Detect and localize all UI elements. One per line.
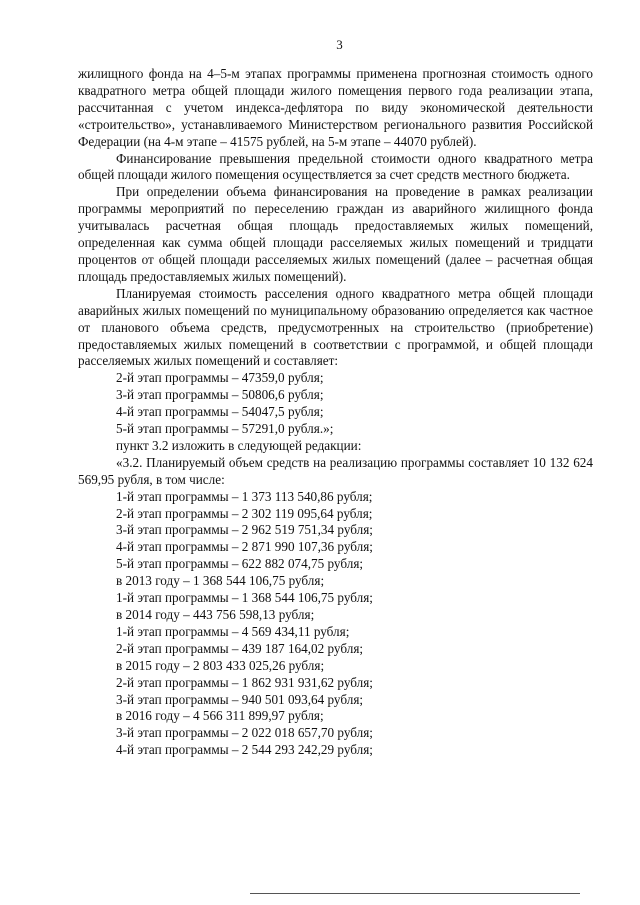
funding-year-line: в 2016 году – 4 566 311 899,97 рубля; [116, 708, 324, 724]
stage-cost-line: 5-й этап программы – 57291,0 рубля.»; [116, 421, 334, 437]
funding-line: 1-й этап программы – 1 373 113 540,86 рубля; [116, 488, 373, 504]
paragraph-area-calculation: При определении объема финансирования на проведение в рамках реализации программы мероприятий по переселению граждан из аварийного жилищного фонда учитывалась расчетная общая площадь предоставляемых жилых помещений, определенная как сумма общей площади расселяемых жилых помещений и тридцати процентов от общей площади расселяемых жилых помещений (далее – расчетная общая площадь предоставляемых жилых помещений). [78, 184, 593, 284]
funding-year-line: в 2014 году – 443 756 598,13 рубля; [116, 607, 315, 622]
stage-cost-line: 2-й этап программы – 47359,0 рубля; [116, 370, 324, 386]
paragraph-resettlement-cost: Планируемая стоимость расселения одного квадратного метра общей площади аварийных жилых помещений по муниципальному образованию определяется как частное от планового объема средств, предусмотренных на строительство (приобретение) предоставляемых жилых помещений в соответствии с программой, и общей площади расселяемых жилых помещений и составляет: [78, 285, 593, 369]
clause-3-2-paragraph: «3.2. Планируемый объем средств на реализацию программы составляет 10 132 624 569,95 рубля, в том числе: [78, 454, 593, 487]
document-body [78, 66, 593, 759]
paragraph-local-budget: Финансирование превышения предельной стоимости одного квадратного метра общей площади жилого помещения осуществляется за счет средств местного бюджета. [78, 150, 593, 183]
stage-cost-line: 3-й этап программы – 50806,6 рубля; [116, 387, 324, 403]
funding-line: 2-й этап программы – 1 862 931 931,62 рубля; [116, 674, 373, 690]
funding-line: 2-й этап программы – 2 302 119 095,64 рубля; [116, 505, 373, 521]
stage-cost-line: 4-й этап программы – 54047,5 рубля; [116, 404, 324, 420]
funding-line: 4-й этап программы – 2 871 990 107,36 рубля; [116, 539, 373, 555]
funding-line: 3-й этап программы – 940 501 093,64 рубля; [116, 691, 364, 707]
funding-year-line: в 2015 году – 2 803 433 025,26 рубля; [116, 657, 325, 673]
paragraph-deflator-cost: жилищного фонда на 4–5-м этапах программы применена прогнозная стоимость одного квадратного метра общей площади жилого помещения первого года реализации этапа, рассчитанная с учетом индекса-дефлятора по виду экономической деятельности «строительство», устанавливаемого Министерством регионального развития Российской Федерации (на 4-м этапе – 41575 рублей, на 5-м этапе – 44070 рублей). [78, 66, 593, 149]
amendment-instruction: пункт 3.2 изложить в следующей редакции: [116, 437, 362, 453]
funding-line: 1-й этап программы – 4 569 434,11 рубля; [116, 623, 350, 639]
funding-line: 1-й этап программы – 1 368 544 106,75 рубля; [116, 590, 373, 606]
bottom-rule-divider [250, 893, 580, 894]
funding-line: 3-й этап программы – 2 962 519 751,34 рубля; [116, 522, 373, 538]
page-number: 3 [336, 37, 343, 52]
funding-line: 2-й этап программы – 439 187 164,02 рубля; [116, 640, 364, 656]
funding-line: 5-й этап программы – 622 882 074,75 рубля; [116, 556, 364, 572]
funding-line: 4-й этап программы – 2 544 293 242,29 рубля; [116, 742, 373, 758]
funding-line: 3-й этап программы – 2 022 018 657,70 рубля; [116, 725, 373, 741]
funding-year-line: в 2013 году – 1 368 544 106,75 рубля; [116, 573, 325, 589]
